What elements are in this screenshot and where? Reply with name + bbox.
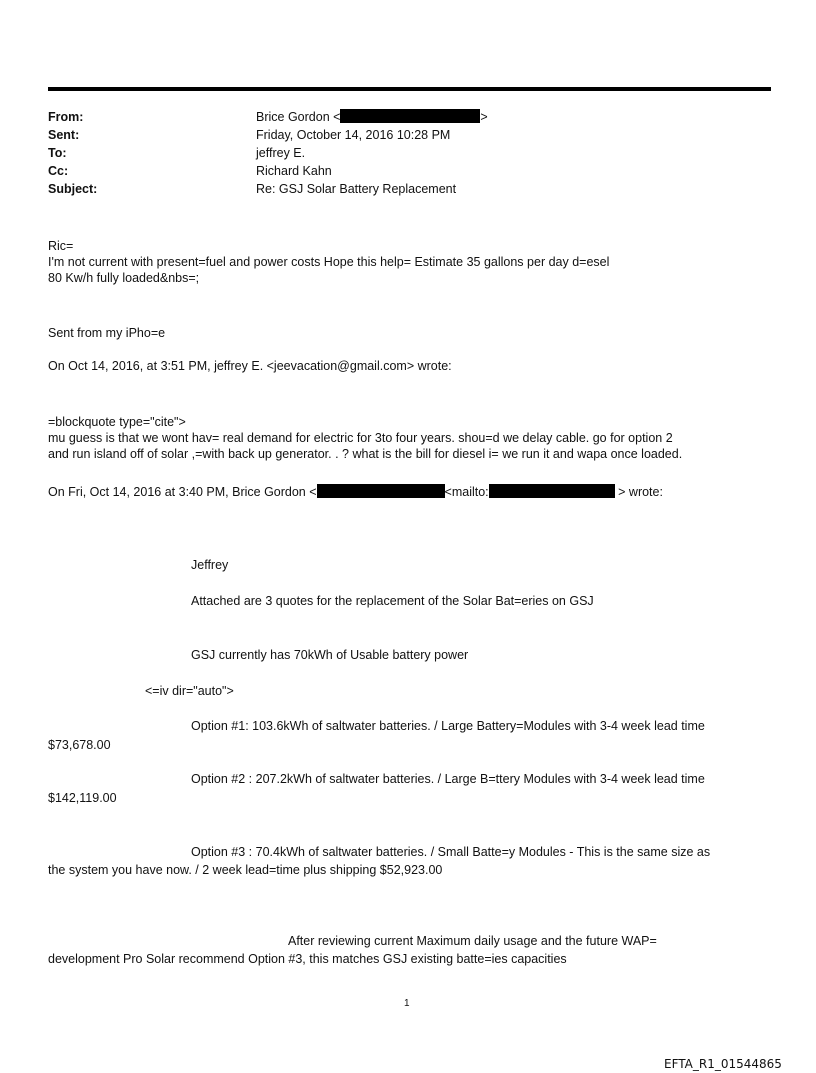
header-rule xyxy=(48,87,771,91)
subject-value: Re: GSJ Solar Battery Replacement xyxy=(256,182,457,196)
quote-header-start: On Fri, Oct 14, 2016 at 3:40 PM, Brice Gordon < xyxy=(48,485,317,499)
reply-header: On Oct 14, 2016, at 3:51 PM, jeffrey E. <jeevacation@gmail.com> wrote: xyxy=(48,359,452,373)
currently-line: GSJ currently has 70kWh of Usable battery power xyxy=(191,648,469,662)
option-2-price: $142,119.00 xyxy=(48,791,117,805)
redaction-box xyxy=(317,484,445,498)
quote-header-mailto: <mailto: xyxy=(444,485,489,499)
greeting: Ric= xyxy=(48,239,74,253)
review-line-2: development Pro Solar recommend Option #3, this matches GSJ existing batte=ies capacities xyxy=(48,952,567,966)
sent-value: Friday, October 14, 2016 10:28 PM xyxy=(256,128,451,142)
redaction-box xyxy=(340,109,480,123)
option-1-price: $73,678.00 xyxy=(48,738,111,752)
option-3-line-2: the system you have now. / 2 week lead=time plus shipping $52,923.00 xyxy=(48,863,443,877)
from-value xyxy=(256,109,488,125)
attached-line: Attached are 3 quotes for the replacement of the Solar Bat=eries on GSJ xyxy=(191,594,594,608)
body-line-1: I'm not current with present=fuel and power costs Hope this help= Estimate 35 gallons per day d=esel xyxy=(48,255,610,269)
review-line-1: After reviewing current Maximum daily usage and the future WAP= xyxy=(288,934,657,948)
quote-header xyxy=(48,484,663,500)
jeff-message-line-2: and run island off of solar ,=with back up generator. . ? what is the bill for diesel i= we run it and wapa once loaded. xyxy=(48,447,683,461)
subject-label: Subject: xyxy=(48,182,98,196)
option-1: Option #1: 103.6kWh of saltwater batteries. / Large Battery=Modules with 3-4 week lead time xyxy=(191,719,705,733)
page-number: 1 xyxy=(404,998,410,1009)
cc-label: Cc: xyxy=(48,164,69,178)
redaction-box xyxy=(489,484,615,498)
sent-from-signature: Sent from my iPho=e xyxy=(48,326,166,340)
option-3-line-1: Option #3 : 70.4kWh of saltwater batteries. / Small Batte=y Modules - This is the same size as xyxy=(191,845,711,859)
option-2: Option #2 : 207.2kWh of saltwater batteries. / Large B=ttery Modules with 3-4 week lead time xyxy=(191,772,705,786)
body-line-2: 80 Kw/h fully loaded&nbs=; xyxy=(48,271,200,285)
div-tag: <=iv dir="auto"> xyxy=(145,684,234,698)
sent-label: Sent: xyxy=(48,128,80,142)
document-id: EFTA_R1_01544865 xyxy=(664,1057,782,1071)
from-name: Brice Gordon < xyxy=(256,110,341,124)
to-label: To: xyxy=(48,146,67,160)
blockquote-tag: =blockquote type="cite"> xyxy=(48,415,186,429)
from-close-bracket: > xyxy=(480,110,488,124)
salutation: Jeffrey xyxy=(191,558,229,572)
from-label: From: xyxy=(48,110,84,124)
jeff-message-line-1: mu guess is that we wont hav= real demand for electric for 3to four years. shou=d we delay cable. go for option 2 xyxy=(48,431,673,445)
cc-value: Richard Kahn xyxy=(256,164,332,178)
to-value: jeffrey E. xyxy=(256,146,306,160)
quote-header-end: > wrote: xyxy=(618,485,663,499)
